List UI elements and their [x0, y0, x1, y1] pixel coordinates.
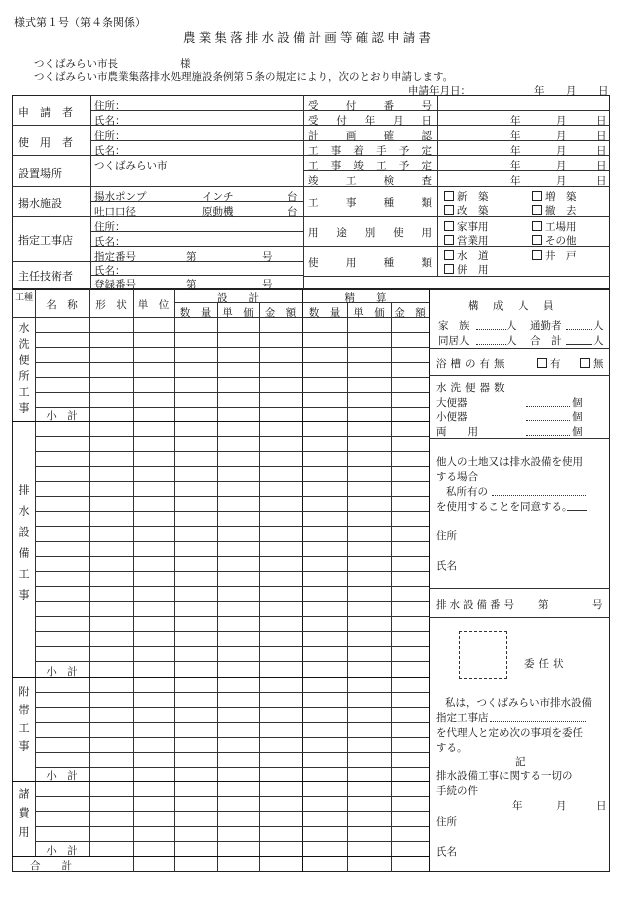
- contractor-address[interactable]: 住所：: [94, 221, 126, 233]
- subtotal-toilet: 小 計: [46, 410, 78, 422]
- subtotal-drainage: 小 計: [46, 666, 78, 678]
- table-row-line: [35, 601, 429, 602]
- header-design-amount: 金 額: [264, 307, 297, 319]
- consent-line3: 私所有の: [446, 486, 488, 498]
- date-day: 日: [596, 160, 607, 172]
- date-month: 月: [556, 115, 567, 127]
- table-row-line: [35, 796, 429, 797]
- section-misc-costs: 諸費用: [17, 788, 30, 845]
- pump-inch: インチ: [202, 191, 234, 203]
- checkbox-extension[interactable]: 増 築: [532, 189, 577, 204]
- date-month: 月: [556, 145, 567, 157]
- date-day: 日: [596, 145, 607, 157]
- table-row-line: [35, 347, 429, 348]
- toilet-count-title: 水洗便器数: [436, 382, 509, 394]
- table-row-line: [35, 377, 429, 378]
- checkbox-waterworks[interactable]: 水 道: [444, 248, 489, 263]
- permit-no-dai: 第: [186, 251, 197, 263]
- date-year: 年: [510, 160, 521, 172]
- user-name[interactable]: 氏名：: [94, 145, 126, 157]
- family-unit: 人: [506, 320, 517, 332]
- consent-line2: する場合: [436, 471, 478, 483]
- header-settle-price: 単 価: [353, 307, 385, 319]
- table-row-line: [35, 767, 429, 768]
- family-input[interactable]: [476, 318, 506, 330]
- checkbox-combined[interactable]: 併 用: [444, 262, 489, 277]
- dual-toilet-unit: 個: [572, 426, 583, 438]
- checkbox-business[interactable]: 営業用: [444, 233, 489, 248]
- table-row-line: [35, 586, 429, 587]
- checkbox-well[interactable]: 井 戸: [532, 248, 577, 263]
- user-address[interactable]: 住所：: [94, 130, 126, 142]
- cohabitant-label: 同居人: [438, 335, 470, 347]
- drain-no-label: 排水設備番号: [436, 599, 517, 611]
- small-toilet-unit: 個: [572, 411, 583, 423]
- permit-no-go: 号: [262, 251, 273, 263]
- proxy-line6: 手続の件: [436, 785, 478, 797]
- proxy-contractor-input[interactable]: [490, 710, 586, 722]
- contractor-label: 指定工事店: [18, 234, 73, 247]
- checkbox-household[interactable]: 家事用: [444, 219, 489, 234]
- commuter-label: 通勤者: [530, 320, 562, 332]
- proxy-name[interactable]: 氏名: [436, 846, 457, 858]
- family-label: 家 族: [438, 320, 470, 332]
- date-year: 年: [510, 130, 521, 142]
- form-title: 農業集落排水設備計画等確認申請書: [183, 30, 435, 45]
- table-row-line: [35, 541, 429, 542]
- header-design: 設 計: [217, 292, 259, 304]
- header-settlement: 精 算: [344, 292, 387, 304]
- addressee-honorific: 様: [180, 58, 191, 70]
- drain-no-dai: 第: [538, 599, 549, 611]
- usage-type-label: 使 用 種 類: [308, 257, 432, 269]
- consent-blank[interactable]: [567, 499, 587, 511]
- subtotal-incidental: 小 計: [46, 770, 78, 782]
- checkbox-removal[interactable]: 撤 去: [532, 203, 577, 218]
- header-unit: 単 位: [137, 299, 170, 311]
- table-row-line: [35, 646, 429, 647]
- table-row-line: [35, 332, 429, 333]
- table-row-line: [35, 511, 429, 512]
- addressee: つくばみらい市長: [34, 58, 118, 70]
- checkbox-factory[interactable]: 工場用: [532, 219, 577, 234]
- cohabitant-input[interactable]: [476, 333, 506, 345]
- pump-line1: 揚水ポンプ: [94, 191, 147, 203]
- bath-no-checkbox[interactable]: 無: [580, 356, 604, 371]
- proxy-date-month: 月: [556, 800, 567, 812]
- table-row-line: [35, 811, 429, 812]
- proxy-line4: する。: [436, 742, 468, 754]
- date-day: 日: [596, 175, 607, 187]
- proxy-date-year: 年: [512, 800, 523, 812]
- proxy-line2: 指定工事店: [436, 712, 489, 724]
- table-row-line: [35, 556, 429, 557]
- checkbox-new[interactable]: 新 築: [444, 189, 489, 204]
- apply-date-label: 申請年月日：: [408, 85, 471, 97]
- small-toilet-input[interactable]: [526, 409, 570, 421]
- plan-confirm-label: 計 画 確 認: [308, 130, 432, 142]
- section-incidental-work: 附帯工事: [17, 686, 30, 758]
- header-design-qty: 数 量: [179, 307, 212, 319]
- seal-box[interactable]: [459, 631, 507, 679]
- checkbox-other[interactable]: その他: [532, 233, 577, 248]
- pump-facility-label: 揚水施設: [18, 197, 62, 210]
- table-row-line: [35, 481, 429, 482]
- contractor-name[interactable]: 氏名：: [94, 236, 126, 248]
- pump-motor: 原動機: [202, 206, 234, 218]
- date-month: 月: [556, 130, 567, 142]
- section-drainage-work: 排水設備工事: [17, 484, 30, 610]
- table-row-line: [35, 466, 429, 467]
- date-year: 年: [510, 175, 521, 187]
- consent-line4: を使用することを同意する。: [436, 501, 573, 513]
- table-row-line: [35, 737, 429, 738]
- total-input[interactable]: [566, 333, 592, 345]
- form-number: 様式第１号（第４条関係）: [14, 16, 146, 29]
- checkbox-rebuild[interactable]: 改 築: [444, 203, 489, 218]
- small-toilet-label: 小便器: [436, 411, 468, 423]
- table-row-line: [35, 407, 429, 408]
- large-toilet-label: 大便器: [436, 397, 468, 409]
- table-row-line: [35, 707, 429, 708]
- proxy-line3: を代理人と定め次の事項を委任: [436, 727, 583, 739]
- received-date-label: 受 付 年 月 日: [308, 115, 432, 127]
- dual-toilet-input[interactable]: [526, 424, 570, 436]
- pump-unit-1: 台: [287, 191, 298, 203]
- table-row-line: [35, 752, 429, 753]
- received-no-label: 受 付 番 号: [308, 100, 432, 112]
- consent-owner-input[interactable]: [492, 484, 586, 496]
- header-settle-amount: 金 額: [394, 307, 426, 319]
- members-title: 構 成 人 員: [468, 300, 556, 312]
- table-row-line: [35, 451, 429, 452]
- reg-no-go: 号: [262, 279, 273, 291]
- permit-no-label: 指定番号: [94, 251, 136, 263]
- header-settle-qty: 数 量: [308, 307, 341, 319]
- date-year: 年: [510, 145, 521, 157]
- table-row-line: [35, 571, 429, 572]
- table-row-line: [35, 362, 429, 363]
- table-row-line: [35, 496, 429, 497]
- subtotal-misc: 小 計: [46, 845, 78, 857]
- table-row-line: [35, 616, 429, 617]
- proxy-date-day: 日: [596, 800, 607, 812]
- install-place-label: 設置場所: [18, 167, 62, 180]
- dual-toilet-label: 両 用: [436, 426, 478, 438]
- pump-line2: 吐口口径: [94, 206, 136, 218]
- header-design-price: 単 価: [222, 307, 254, 319]
- finish-label: 工 事 竣 工 予 定: [308, 160, 432, 172]
- drain-no-go: 号: [592, 599, 603, 611]
- inspection-label: 竣 工 検 査: [308, 175, 432, 187]
- date-year: 年: [510, 115, 521, 127]
- reg-no-dai: 第: [186, 279, 197, 291]
- total-unit: 人: [593, 335, 604, 347]
- table-row-line: [35, 631, 429, 632]
- table-row-line: [35, 392, 429, 393]
- large-toilet-input[interactable]: [526, 395, 570, 407]
- user-label: 使 用 者: [18, 136, 73, 149]
- date-day: 日: [596, 130, 607, 142]
- install-place-value[interactable]: つくばみらい市: [94, 160, 168, 172]
- header-name: 名 称: [46, 299, 78, 311]
- date-month: 月: [556, 160, 567, 172]
- section-toilet-work: 水洗便所工事: [17, 322, 30, 418]
- start-label: 工 事 着 手 予 定: [308, 145, 432, 157]
- large-toilet-unit: 個: [572, 397, 583, 409]
- commuter-unit: 人: [593, 320, 604, 332]
- proxy-ki: 記: [515, 756, 526, 768]
- table-row-line: [35, 436, 429, 437]
- applicant-label: 申 請 者: [18, 106, 73, 119]
- cohabitant-unit: 人: [506, 335, 517, 347]
- apply-date-year: 年: [534, 85, 545, 97]
- consent-address[interactable]: 住所: [436, 530, 457, 542]
- table-row-line: [35, 841, 429, 842]
- table-row-line: [35, 692, 429, 693]
- table-row-line: [35, 722, 429, 723]
- reg-no-label: 登録番号: [94, 279, 136, 291]
- header-work-type: 工種: [14, 293, 33, 303]
- bath-label: 浴槽の有無: [436, 358, 509, 370]
- applicant-address[interactable]: 住所：: [94, 100, 126, 112]
- table-row-line: [35, 526, 429, 527]
- proxy-title: 委任状: [524, 658, 568, 670]
- commuter-input[interactable]: [566, 318, 592, 330]
- applicant-name[interactable]: 氏名：: [94, 115, 126, 127]
- proxy-line1: 私は，つくばみらい市排水設備: [445, 697, 592, 709]
- grand-total-label: 合 計: [30, 860, 72, 872]
- consent-line1: 他人の土地又は排水設備を使用: [436, 456, 583, 468]
- date-day: 日: [596, 115, 607, 127]
- chief-engineer-label: 主任技術者: [18, 270, 73, 283]
- apply-date-day: 日: [598, 85, 609, 97]
- bath-yes-checkbox[interactable]: 有: [537, 356, 561, 371]
- total-label: 合 計: [530, 335, 562, 347]
- consent-name[interactable]: 氏名: [436, 560, 457, 572]
- proxy-address[interactable]: 住所: [436, 816, 457, 828]
- apply-date-month: 月: [566, 85, 577, 97]
- intro-text: つくばみらい市農業集落排水処理施設条例第５条の規定により，次のとおり申請します。: [34, 71, 454, 83]
- proxy-line5: 排水設備工事に関する一切の: [436, 770, 573, 782]
- table-row-line: [35, 661, 429, 662]
- engineer-name[interactable]: 氏名：: [94, 265, 126, 277]
- header-shape: 形 状: [95, 299, 127, 311]
- date-month: 月: [556, 175, 567, 187]
- table-row-line: [35, 826, 429, 827]
- pump-unit-2: 台: [287, 206, 298, 218]
- work-type-label: 工 事 種 類: [308, 197, 432, 209]
- use-type-label: 用 途 別 使 用: [308, 227, 432, 239]
